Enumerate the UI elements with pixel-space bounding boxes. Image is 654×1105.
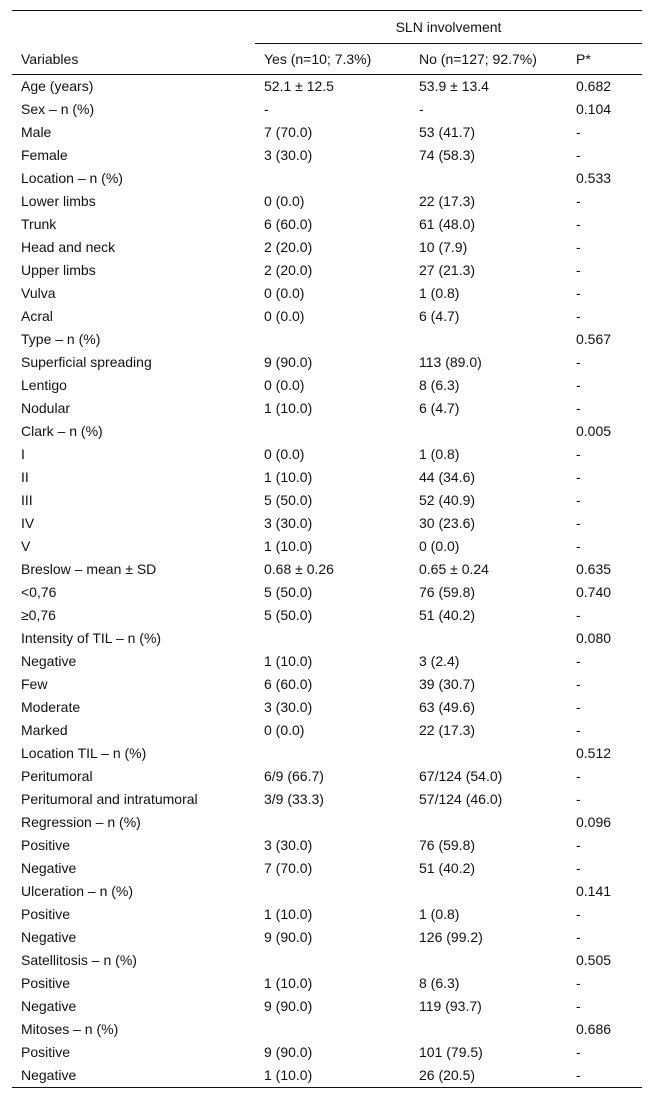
- table-row: [12, 719, 642, 742]
- table-cell: 3 (30.0): [264, 699, 313, 715]
- table-cell: 8 (6.3): [419, 377, 460, 393]
- table-cell: 1 (0.8): [419, 285, 460, 301]
- table-cell: Mitoses – n (%): [21, 1021, 119, 1037]
- table-cell: 26 (20.5): [410, 1064, 567, 1088]
- table-cell: 0.096: [576, 814, 612, 830]
- table-row: [12, 535, 642, 558]
- table-cell: 3 (30.0): [264, 837, 313, 853]
- table-row: [12, 627, 642, 650]
- table-cell: 6 (60.0): [264, 676, 313, 692]
- table-cell: 0 (0.0): [264, 446, 305, 462]
- table-cell: 0.635: [576, 561, 612, 577]
- table-cell: -: [576, 676, 581, 692]
- table-cell: Age (years): [21, 78, 94, 94]
- table-cell: 9 (90.0): [264, 1044, 313, 1060]
- table-row: [12, 98, 642, 121]
- table-cell: -: [576, 538, 581, 554]
- table-cell: 0.682: [576, 78, 612, 94]
- table-cell: [255, 811, 410, 834]
- table-cell: 53 (41.7): [419, 124, 476, 140]
- table-row: [12, 696, 642, 719]
- table-cell: 7 (70.0): [264, 124, 313, 140]
- table-cell: 52 (40.9): [419, 492, 476, 508]
- table-cell: Breslow – mean ± SD: [21, 561, 157, 577]
- table-cell: 0 (0.0): [264, 308, 305, 324]
- table-cell: 7 (70.0): [264, 860, 313, 876]
- table-cell: Clark – n (%): [21, 423, 103, 439]
- table-cell: [410, 811, 567, 834]
- table-cell: Sex – n (%): [21, 101, 95, 117]
- table-cell: -: [567, 1064, 642, 1088]
- table-row: [12, 558, 642, 581]
- table-cell: 6/9 (66.7): [264, 768, 324, 784]
- table-cell: Upper limbs: [21, 262, 96, 278]
- table-row: [12, 995, 642, 1018]
- table-cell: Positive: [21, 906, 71, 922]
- table-cell: Intensity of TIL – n (%): [21, 630, 162, 646]
- table-cell: 5 (50.0): [264, 607, 313, 623]
- table-cell: 2 (20.0): [264, 239, 313, 255]
- table-cell: 1 (10.0): [264, 975, 313, 991]
- table-cell: 5 (50.0): [264, 584, 313, 600]
- table-cell: 27 (21.3): [419, 262, 476, 278]
- table-row: [12, 167, 642, 190]
- table-cell: -: [576, 837, 581, 853]
- table-cell: -: [576, 446, 581, 462]
- table-cell: 1 (0.8): [419, 906, 460, 922]
- table-row: [12, 236, 642, 259]
- table-cell: -: [576, 469, 581, 485]
- empty-header-cell: [12, 11, 255, 44]
- table-cell: [255, 1018, 410, 1041]
- table-cell: 1 (10.0): [255, 1064, 410, 1088]
- table-row: [12, 1064, 642, 1088]
- table-cell: [255, 880, 410, 903]
- table-cell: -: [576, 791, 581, 807]
- table-cell: 0.65 ± 0.24: [419, 561, 489, 577]
- table-cell: [410, 627, 567, 650]
- table-row: [12, 880, 642, 903]
- table-cell: 0.567: [576, 331, 612, 347]
- table-cell: [410, 328, 567, 351]
- table-cell: 39 (30.7): [419, 676, 476, 692]
- table-cell: 0.080: [576, 630, 612, 646]
- table-cell: 9 (90.0): [264, 998, 313, 1014]
- table-cell: Trunk: [21, 216, 57, 232]
- table-cell: -: [576, 607, 581, 623]
- table-cell: 6 (4.7): [419, 400, 460, 416]
- table-cell: Peritumoral: [21, 768, 93, 784]
- table-cell: -: [576, 492, 581, 508]
- table-row: [12, 213, 642, 236]
- table-row: [12, 1018, 642, 1041]
- table-cell: 0.68 ± 0.26: [264, 561, 334, 577]
- table-cell: [255, 627, 410, 650]
- table-row: [12, 765, 642, 788]
- table-row: [12, 443, 642, 466]
- table-cell: -: [576, 400, 581, 416]
- table-cell: IV: [21, 515, 35, 531]
- table-cell: -: [264, 101, 269, 117]
- table-cell: 51 (40.2): [419, 860, 476, 876]
- table-cell: Superficial spreading: [21, 354, 152, 370]
- table-cell: 1 (10.0): [264, 538, 313, 554]
- table-cell: Male: [21, 124, 52, 140]
- table-cell: Positive: [21, 1044, 71, 1060]
- table-row: [12, 903, 642, 926]
- table-cell: -: [419, 101, 424, 117]
- table-cell: II: [21, 469, 29, 485]
- table-row: [12, 466, 642, 489]
- table-cell: -: [576, 653, 581, 669]
- table-cell: 63 (49.6): [419, 699, 476, 715]
- table-cell: 30 (23.6): [419, 515, 476, 531]
- table-cell: Location TIL – n (%): [21, 745, 147, 761]
- table-row: [12, 604, 642, 627]
- table-cell: 2 (20.0): [264, 262, 313, 278]
- table-cell: 9 (90.0): [264, 354, 313, 370]
- table-cell: -: [576, 285, 581, 301]
- table-cell: -: [576, 239, 581, 255]
- table-cell: -: [576, 262, 581, 278]
- table-cell: Acral: [21, 308, 53, 324]
- table-cell: 0 (0.0): [419, 538, 460, 554]
- table-cell: 76 (59.8): [419, 584, 476, 600]
- table-row: [12, 949, 642, 972]
- table-cell: 76 (59.8): [419, 837, 476, 853]
- table-cell: [255, 167, 410, 190]
- table-cell: 1 (10.0): [264, 653, 313, 669]
- table-row: [12, 673, 642, 696]
- table-row: [12, 397, 642, 420]
- table-cell: 67/124 (54.0): [419, 768, 503, 784]
- table-cell: [410, 742, 567, 765]
- table-cell: 3/9 (33.3): [264, 791, 324, 807]
- table-cell: Nodular: [21, 400, 71, 416]
- table-row: [12, 75, 642, 99]
- table-cell: 0.686: [576, 1021, 612, 1037]
- table-cell: Vulva: [21, 285, 56, 301]
- table-cell: [410, 1018, 567, 1041]
- table-cell: [410, 420, 567, 443]
- table-cell: I: [21, 446, 25, 462]
- table-row: [12, 190, 642, 213]
- table-cell: [410, 167, 567, 190]
- table-cell: -: [576, 308, 581, 324]
- table-row: [12, 489, 642, 512]
- table-cell: Marked: [21, 722, 68, 738]
- table-cell: <0,76: [21, 584, 57, 600]
- table-cell: Negative: [12, 1064, 255, 1088]
- table-cell: 0.104: [576, 101, 612, 117]
- table-row: [12, 972, 642, 995]
- table-cell: Regression – n (%): [21, 814, 141, 830]
- column-header: No (n=127; 92.7%): [410, 44, 567, 75]
- column-header: Variables: [12, 44, 255, 75]
- table-row: [12, 144, 642, 167]
- group-header-row: [12, 11, 642, 44]
- table-cell: -: [576, 147, 581, 163]
- table-cell: 5 (50.0): [264, 492, 313, 508]
- table-cell: Peritumoral and intratumoral: [21, 791, 198, 807]
- table-cell: [255, 420, 410, 443]
- table-cell: 0 (0.0): [264, 285, 305, 301]
- table-cell: -: [576, 515, 581, 531]
- column-header: Yes (n=10; 7.3%): [255, 44, 410, 75]
- table-cell: 8 (6.3): [419, 975, 460, 991]
- table-cell: -: [576, 998, 581, 1014]
- table-cell: 126 (99.2): [419, 929, 483, 945]
- table-cell: 0.740: [576, 584, 612, 600]
- table-cell: 1 (10.0): [264, 400, 313, 416]
- table-row: [12, 305, 642, 328]
- column-header-row: [12, 44, 642, 75]
- table-cell: -: [576, 193, 581, 209]
- table-cell: V: [21, 538, 31, 554]
- group-header: SLN involvement: [255, 11, 642, 44]
- table-cell: -: [576, 216, 581, 232]
- table-cell: [410, 949, 567, 972]
- table-row: [12, 328, 642, 351]
- table-row: [12, 926, 642, 949]
- table-cell: Positive: [21, 975, 71, 991]
- table-cell: Head and neck: [21, 239, 116, 255]
- table-cell: 0 (0.0): [264, 722, 305, 738]
- table-cell: 113 (89.0): [419, 354, 482, 370]
- table-row: [12, 834, 642, 857]
- table-cell: -: [576, 124, 581, 140]
- column-header: P*: [567, 44, 642, 75]
- table-cell: [255, 949, 410, 972]
- table-cell: -: [576, 929, 581, 945]
- table-cell: -: [576, 722, 581, 738]
- table-cell: Negative: [21, 653, 77, 669]
- table-cell: 3 (30.0): [264, 515, 313, 531]
- table-cell: Female: [21, 147, 68, 163]
- table-row: [12, 374, 642, 397]
- table-cell: 22 (17.3): [419, 193, 476, 209]
- table-cell: Ulceration – n (%): [21, 883, 134, 899]
- table-row: [12, 420, 642, 443]
- table-row: [12, 351, 642, 374]
- table-cell: 1 (10.0): [264, 469, 313, 485]
- table-cell: Negative: [21, 929, 77, 945]
- table-cell: III: [21, 492, 33, 508]
- table-cell: 0.505: [576, 952, 612, 968]
- table-cell: 101 (79.5): [419, 1044, 483, 1060]
- table-cell: 61 (48.0): [419, 216, 476, 232]
- table-cell: Satellitosis – n (%): [21, 952, 137, 968]
- table-cell: ≥0,76: [21, 607, 56, 623]
- table-cell: 52.1 ± 12.5: [264, 78, 334, 94]
- table-cell: 3 (2.4): [419, 653, 460, 669]
- table-cell: 1 (10.0): [264, 906, 313, 922]
- table-cell: -: [576, 906, 581, 922]
- table-row: [12, 512, 642, 535]
- table-cell: 0 (0.0): [264, 193, 305, 209]
- table-row: [12, 811, 642, 834]
- table-cell: [255, 742, 410, 765]
- table-cell: Type – n (%): [21, 331, 101, 347]
- table-cell: Lower limbs: [21, 193, 96, 209]
- table-cell: 0.141: [576, 883, 612, 899]
- table-cell: 53.9 ± 13.4: [419, 78, 489, 94]
- table-cell: Lentigo: [21, 377, 67, 393]
- table-row: [12, 788, 642, 811]
- table-cell: [255, 328, 410, 351]
- table-cell: -: [576, 699, 581, 715]
- table-cell: -: [576, 354, 581, 370]
- table-row: [12, 650, 642, 673]
- table-cell: 0.512: [576, 745, 612, 761]
- table-cell: 44 (34.6): [419, 469, 476, 485]
- table-row: [12, 1041, 642, 1064]
- table-cell: 6 (60.0): [264, 216, 313, 232]
- table-body: [12, 75, 642, 1088]
- table-cell: 57/124 (46.0): [419, 791, 503, 807]
- table-cell: -: [576, 860, 581, 876]
- table-cell: [410, 880, 567, 903]
- table-cell: 10 (7.9): [419, 239, 468, 255]
- table-row: [12, 581, 642, 604]
- table-cell: 3 (30.0): [264, 147, 313, 163]
- table-row: [12, 259, 642, 282]
- table-cell: -: [576, 975, 581, 991]
- table-cell: 9 (90.0): [264, 929, 313, 945]
- sln-involvement-table: [12, 10, 642, 1088]
- table-cell: 0.533: [576, 170, 612, 186]
- table-cell: 0.005: [576, 423, 612, 439]
- table-cell: 1 (0.8): [419, 446, 460, 462]
- table-cell: -: [576, 1044, 581, 1060]
- table-cell: 22 (17.3): [419, 722, 476, 738]
- table-cell: 6 (4.7): [419, 308, 460, 324]
- table-cell: -: [576, 768, 581, 784]
- table-cell: 74 (58.3): [419, 147, 476, 163]
- table-row: [12, 282, 642, 305]
- table-cell: Moderate: [21, 699, 81, 715]
- table-row: [12, 121, 642, 144]
- table-cell: Negative: [21, 998, 77, 1014]
- table-cell: 0 (0.0): [264, 377, 305, 393]
- table-cell: 51 (40.2): [419, 607, 476, 623]
- table-cell: Few: [21, 676, 48, 692]
- table-cell: Negative: [21, 860, 77, 876]
- table-row: [12, 857, 642, 880]
- table-cell: -: [576, 377, 581, 393]
- table-row: [12, 742, 642, 765]
- table-cell: Positive: [21, 837, 71, 853]
- table-cell: 119 (93.7): [419, 998, 482, 1014]
- table-cell: Location – n (%): [21, 170, 123, 186]
